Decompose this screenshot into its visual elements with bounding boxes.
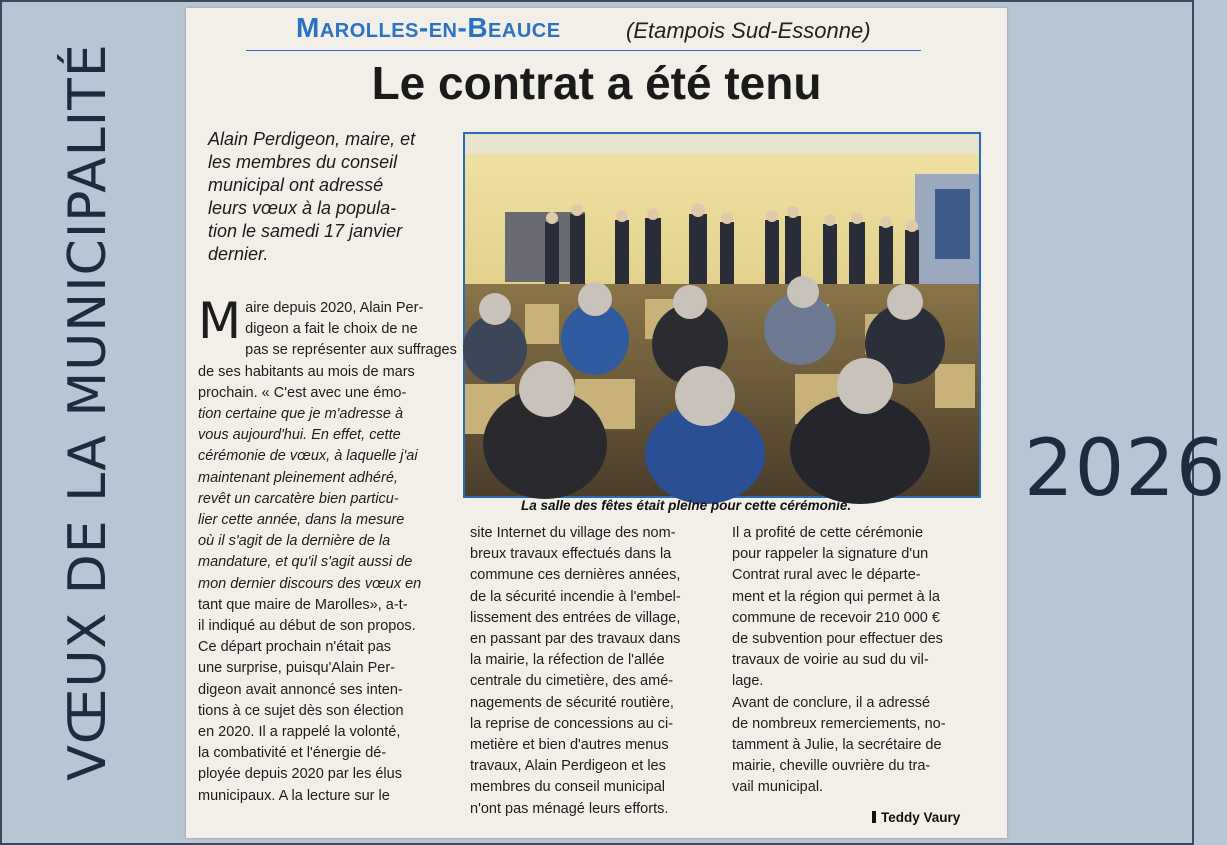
- body-line: lissement des entrées de village,: [470, 609, 681, 626]
- byline: [872, 810, 960, 825]
- body-line: vail municipal.: [732, 779, 824, 796]
- article-column-1: [198, 292, 457, 807]
- drop-cap: M: [198, 292, 242, 350]
- body-line: une surprise, puisqu'Alain Per-: [198, 660, 396, 677]
- body-line: Avant de conclure, il a adressé: [732, 694, 931, 711]
- body-line: centrale du cimetière, des amé-: [470, 673, 674, 690]
- side-title: VŒUX DE LA MUNICIPALITÉ: [58, 43, 118, 781]
- body-line: de nombreux remerciements, no-: [732, 715, 946, 732]
- body-line: où il s'agit de la dernière de la: [198, 533, 391, 550]
- lede-line: dernier.: [208, 244, 269, 264]
- body-line: municipaux. A la lecture sur le: [198, 787, 390, 804]
- body-line: Ce départ prochain n'était pas: [198, 639, 392, 656]
- body-line: ment et la région qui permet à la: [732, 588, 940, 605]
- body-line: la mairie, la réfection de l'allée: [470, 652, 665, 669]
- body-line: nagements de sécurité routière,: [470, 694, 674, 711]
- body-line: mandature, et qu'il s'agit aussi de: [198, 554, 413, 571]
- body-line: tion certaine que je m'adresse à: [198, 406, 404, 423]
- body-line: n'ont pas ménagé leurs efforts.: [470, 800, 669, 817]
- body-line: lage.: [732, 673, 764, 690]
- body-line: la reprise de concessions au ci-: [470, 715, 674, 732]
- body-line: travaux, Alain Perdigeon et les: [470, 758, 666, 775]
- byline-author: Teddy Vaury: [881, 810, 961, 825]
- photo-illustration: [465, 134, 979, 496]
- body-line: mairie, cheville ouvrière du tra-: [732, 758, 931, 775]
- region-name: (Etampois Sud-Essonne): [626, 18, 871, 43]
- lede-line: les membres du conseil: [208, 152, 398, 172]
- body-line: tions à ce sujet dès son élection: [198, 702, 404, 719]
- photo-caption: La salle des fêtes était pleine pour cette cérémonie.: [521, 498, 852, 513]
- header-rule: [246, 50, 921, 51]
- lede-line: leurs vœux à la popula-: [208, 198, 397, 218]
- body-line: vous aujourd'hui. En effet, cette: [198, 427, 401, 444]
- body-line: de la sécurité incendie à l'embel-: [470, 588, 681, 605]
- body-line: en 2020. Il a rappelé la volonté,: [198, 724, 401, 741]
- body-line: tant que maire de Marolles», a-t-: [198, 596, 408, 613]
- body-line: aire depuis 2020, Alain Per-: [245, 300, 424, 316]
- lede-line: Alain Perdigeon, maire, et: [208, 129, 416, 149]
- body-line: maintenant pleinement adhéré,: [198, 469, 398, 486]
- body-line: commune ces dernières années,: [470, 567, 681, 584]
- body-line: la combativité et l'énergie dé-: [198, 745, 387, 762]
- body-line: metière et bien d'autres menus: [470, 737, 669, 754]
- body-line: pas se représenter aux suffrages: [245, 342, 457, 359]
- body-line: revêt un carcatère bien particu-: [198, 490, 399, 507]
- body-line: de ses habitants au mois de mars: [198, 363, 415, 380]
- body-line: tamment à Julie, la secrétaire de: [732, 737, 942, 754]
- lede-line: tion le samedi 17 janvier: [208, 221, 403, 241]
- body-line: ployée depuis 2020 par les élus: [198, 766, 402, 783]
- body-line: cérémonie de vœux, à laquelle j'ai: [198, 448, 418, 465]
- ceremony-photo: [463, 132, 981, 498]
- town-name: Marolles-en-Beauce: [296, 12, 561, 43]
- lede-line: municipal ont adressé: [208, 175, 384, 195]
- year-label: 2026: [1024, 424, 1227, 514]
- body-line: digeon avait annoncé ses inten-: [198, 681, 403, 698]
- body-line: membres du conseil municipal: [470, 779, 666, 796]
- body-line: de subvention pour effectuer des: [732, 631, 943, 648]
- body-line: digeon a fait le choix de ne: [245, 321, 418, 338]
- body-line: lier cette année, dans la mesure: [198, 512, 405, 529]
- newspaper-clipping: [186, 8, 1007, 838]
- body-line: prochain. « C'est avec une émo-: [198, 384, 407, 401]
- body-line: breux travaux effectués dans la: [470, 546, 672, 563]
- body-line: mon dernier discours des vœux en: [198, 575, 422, 592]
- body-line: en passant par des travaux dans: [470, 631, 681, 648]
- body-line: commune de recevoir 210 000 €: [732, 609, 940, 626]
- body-line: pour rappeler la signature d'un: [732, 546, 929, 563]
- article-column-2: [470, 523, 717, 820]
- body-line: site Internet du village des nom-: [470, 525, 676, 541]
- article-lede: [208, 128, 446, 266]
- body-line: Il a profité de cette cérémonie: [732, 525, 924, 541]
- body-line: travaux de voirie au sud du vil-: [732, 652, 929, 669]
- article-headline: Le contrat a été tenu: [371, 57, 822, 109]
- article-column-3: [732, 523, 977, 799]
- body-line: il indiqué au début de son propos.: [198, 618, 416, 635]
- byline-bar-icon: [872, 811, 876, 823]
- body-line: Contrat rural avec le départe-: [732, 567, 921, 584]
